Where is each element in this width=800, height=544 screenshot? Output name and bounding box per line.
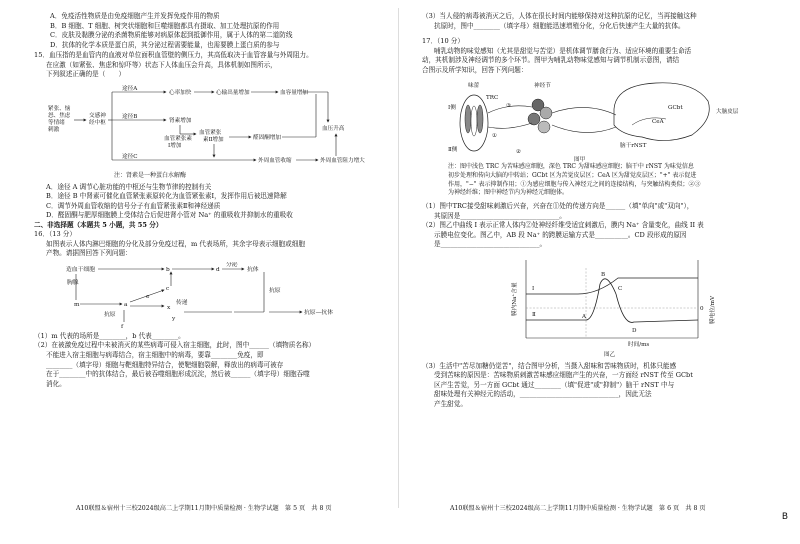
- x-axis-label: 时间/ms: [628, 341, 650, 348]
- stimulus-label: 紧张、恼: [48, 105, 71, 112]
- q15-option: D．醛固酮与肥厚细胞膜上受体结合后促进肾小管对 Na⁺ 的重吸收并抑制水的重吸收: [46, 211, 293, 220]
- m-label: m: [74, 301, 80, 308]
- taste-bud-label: 味蕾: [468, 83, 480, 90]
- figure-jia: [446, 79, 746, 163]
- q14-option: D．抗体的化学本质是蛋白质，其分泌过程需要能量，也需要膜上蛋白质的参与: [50, 40, 280, 49]
- q16-1: （1）m 代表的场所是________，b 代表________。: [34, 331, 185, 340]
- q17-intro: 动，其机制涉及神经调节的多个环节。图甲为哺乳动物味觉感知与调节机制示意图，请结: [422, 56, 680, 65]
- q16-diagram: [64, 262, 364, 330]
- q17-2-line: 是______________________________。: [434, 240, 547, 249]
- trc-label: TRC: [486, 95, 499, 102]
- cell-d-label: d: [216, 266, 220, 273]
- path-b-label: 途径B: [122, 113, 138, 120]
- angiotensin1-label: Ⅰ增加: [168, 142, 182, 149]
- figure-caption: 图乙: [604, 351, 616, 358]
- figure-caption: 图甲: [574, 157, 586, 164]
- cortex-label: 大脑皮层: [716, 109, 739, 116]
- point-d: D: [632, 327, 637, 334]
- stimulus-label: 刺激: [48, 126, 60, 133]
- heart-label: 心率加快: [169, 89, 192, 96]
- q17-3-line: （3）生活中"苦尽加糖仍觉苦"，结合图甲分析，当摄入甜味和苦味物质时，机体只能感: [422, 361, 677, 370]
- point-c: C: [618, 285, 623, 292]
- mark-3: ③: [506, 103, 512, 110]
- source-label: 造血干细胞: [66, 266, 95, 273]
- q15-stem-3: 下列叙述正确的是（ ）: [46, 70, 126, 79]
- q17-3-line: 甜味处理有关神经元的活动，______________________________，因此无法: [434, 390, 652, 399]
- fig1-note-line: 作用，"−" 表示抑制作用；①为感应细胞与传入神经元之间的连接结构，与突触结构类似；②③: [448, 180, 701, 188]
- q16-intro: 如图表示人体内淋巴细胞的分化及部分免疫过程，m 代表场所，其余字母表示细胞或细胞: [46, 239, 305, 248]
- mark-2: ②: [516, 149, 522, 156]
- q15-stem-2: 在应激（如紧张、焦虑和惊吓等）状态下人体血压会升高，具体机制如图所示，: [46, 60, 277, 69]
- q17-3-line: 产生甜觉。: [434, 399, 467, 408]
- zero-label: 0: [700, 305, 704, 312]
- q16-2-line: （2）在被激免疫过程中未被消灭的某些病毒可侵入宿主细胞，此时，图中______（填物质名称）: [34, 341, 316, 350]
- q17-3-line: 区产生苦觉，另一方面 GCbt 通过________（填"促进"或"抑制"）脑干 rNST 中与: [434, 380, 675, 389]
- cea-label: CeA: [652, 119, 664, 126]
- fig1-note-line: 初步处理和传向大脑的中转站；GCbt 区为苦觉皮层区；CeA 区为甜觉皮层区；"+" 表示促进: [448, 171, 697, 179]
- antigen-label-a: 抗原: [104, 311, 116, 318]
- secrete-label: 分泌: [226, 261, 238, 268]
- cell-e-label: e: [146, 293, 150, 300]
- q14-option: C．皮肤及黏膜分泌的杀菌物质能够对病原体起到抵御作用，属于人体的第二道防线: [50, 31, 293, 40]
- page-footer: A10联盟＆宿州十三校2024级高二上学期11月期中质量检测 · 生物学试题 第 6 页 共 8 页: [450, 505, 706, 512]
- cns-label: 经中枢: [89, 119, 106, 126]
- cell-x-label: x: [167, 304, 171, 311]
- rnst-label: 脑干rNST: [620, 143, 647, 150]
- resistance-label: 外周血管阻力增大: [320, 157, 365, 164]
- cell-b-label: b: [166, 266, 170, 273]
- q16-2-line: 不能进入宿主细胞与病毒结合，宿主细胞中的病毒，要靠________免疫，即: [46, 350, 264, 359]
- mark-1: ①: [492, 133, 498, 140]
- curve-2-label: Ⅱ: [532, 311, 536, 318]
- angiotensin2-label: 素Ⅱ增加: [203, 136, 224, 143]
- kidney-label: 肾素增加: [169, 117, 192, 124]
- bp-up-label: 血压升高: [322, 125, 345, 132]
- cell-f-label: f: [121, 323, 124, 330]
- q15-diagram: [46, 82, 376, 170]
- curve-1-label: Ⅰ: [532, 285, 535, 292]
- q15-option: B．途径 B 中肾素可催化血管紧张素原转化为血管紧张素Ⅰ，发挥作用后被迅速降解: [46, 192, 287, 201]
- q14-options: [34, 12, 382, 50]
- thymus-label: 胸腺: [67, 279, 79, 286]
- q17-3-line: 受到苦味的原因是：苦味物质刺激苦味感应细胞产生的兴奋，一方面经 rNST 传至 GCbt: [434, 371, 693, 380]
- q16-head: 16．（13 分）: [34, 230, 76, 239]
- q16-3-line: 抗原时，图中________（填字母）细胞能迅速增殖分化，分化后快速产生大量的抗体。: [434, 21, 685, 30]
- antigen-label-b: 抗原: [269, 287, 281, 294]
- right-page: [400, 0, 800, 544]
- q16-3-line: （3）当人侵的病毒被消灭之后，人体在很长时间内能够保持对这种抗原的记忆，当再接触这种: [422, 12, 697, 20]
- point-a: A: [582, 313, 587, 320]
- path-a-label: 途径A: [122, 85, 138, 92]
- q17-intro: 合图示及所学知识，回答下列问题：: [422, 65, 528, 74]
- cell-y-label: y: [172, 315, 176, 322]
- ganglion-label: 神经节: [534, 83, 551, 90]
- fig1-note-line: 为神经纤维；图中神经节内为神经元细胞体。: [448, 189, 569, 197]
- antibody-label: 抗体: [247, 266, 259, 273]
- q15-note: 注：肾素是一种蛋白水解酶: [114, 171, 187, 179]
- stimulus-label: 怒、焦虑: [48, 112, 71, 119]
- binding-label: 抗原—抗体: [304, 309, 333, 316]
- side-1-label: Ⅰ侧: [448, 105, 456, 112]
- fig1-note: [422, 163, 782, 198]
- q15-options: [34, 183, 382, 221]
- q17-intro: 哺乳动物的味觉感知（尤其是甜觉与苦觉）是机体调节膳食行为、适应环境的重要生命活: [434, 46, 692, 55]
- stimulus-label: 等情绪: [48, 119, 65, 126]
- section-heading: 二、非选择题（本题共 5 小题，共 55 分）: [34, 220, 163, 229]
- q14-option: A．免疫活性物质是由免疫细胞产生并发挥免疫作用的物质: [50, 12, 220, 20]
- cell-a-label: a: [124, 301, 128, 308]
- q16-2-line: 消化。: [46, 379, 66, 388]
- gcbt-label: GCbt: [668, 105, 683, 112]
- q17-2-line: （2）图乙中曲线 I 表示正常人体内②处神经纤维受适宜刺激后，膜内 Na⁺ 含量变化，曲线 II 表: [422, 221, 704, 230]
- angiotensin2-label: 血管紧张: [199, 129, 222, 136]
- curve-2-line: [526, 279, 698, 323]
- fig1-note-line: 注：图中浅色 TRC 为苦味感应细胞，深色 TRC 为甜味感应细胞；脑干中 rNST 为味觉信息: [448, 163, 694, 171]
- side-2-label: Ⅱ侧: [448, 147, 458, 154]
- q17-1-line: （1）图中TRC接受甜味刺激后兴奋，兴奋在①处的传递方向是______（填"单向"或"双向"），: [422, 202, 694, 211]
- q16-2-line: 在于________中的抗体结合，最后被吞噬细胞形成沉淀，然后被______（填字母）细胞吞噬: [46, 370, 310, 379]
- q17-2-line: 示膜电位变化。图乙中，AB 段 Na⁺ 的跨膜运输方式是__________。CD 段形成的原因: [434, 230, 687, 239]
- point-b: B: [601, 271, 606, 278]
- cns-label: 交感神: [89, 112, 106, 119]
- q15-option: C．调节外周血管收缩的信号分子有血管紧张素Ⅱ和神经递质: [46, 201, 221, 210]
- q14-option: B．B 细胞、T 细胞、树突状细胞和巨噬细胞都具有摄取、加工处理抗原的作用: [50, 21, 280, 30]
- peripheral-label: 外周血管收缩: [258, 157, 292, 164]
- angiotensin1-label: 血管紧张素: [164, 135, 192, 142]
- volume-label: 血容量增加: [280, 89, 308, 96]
- brain-outline: [614, 83, 709, 141]
- transfer-label: 传递: [176, 299, 188, 306]
- page-footer: A10联盟＆宿州十三校2024级高二上学期11月期中质量检测 · 生物学试题 第 5 页 共 8 页: [76, 505, 332, 512]
- output-label: 心输出量增加: [216, 89, 250, 96]
- y-axis-label: 膜内Na⁺含量: [512, 282, 518, 316]
- q17-head: 17．（10 分）: [422, 37, 464, 46]
- q16-2-line: ________（填字母）细胞与靶细胞特异结合，使靶细胞裂解，释放出的病毒可被存: [46, 360, 284, 369]
- cell-c-label: c: [166, 285, 170, 292]
- aldosterone-label: 醛固酮增加: [253, 134, 281, 141]
- figure-yi: [508, 254, 718, 358]
- y2-axis-label: 膜电位/mV: [710, 295, 716, 324]
- corner-mark: B: [781, 512, 788, 522]
- q16-intro-2: 产物。请据图回答下列问题：: [46, 249, 132, 258]
- path-c-label: 途径C: [122, 153, 138, 160]
- q15-option: A．途径 A 调节心脏功能的中枢还与生物节律的控制有关: [46, 182, 212, 191]
- q17-1-line: 其原因是______________________________。: [434, 211, 566, 220]
- q15-stem: 15．血压指的是血管内的血液对单位面积血管壁的侧压力，其高低取决于血管容量与外周阻力。: [34, 51, 313, 60]
